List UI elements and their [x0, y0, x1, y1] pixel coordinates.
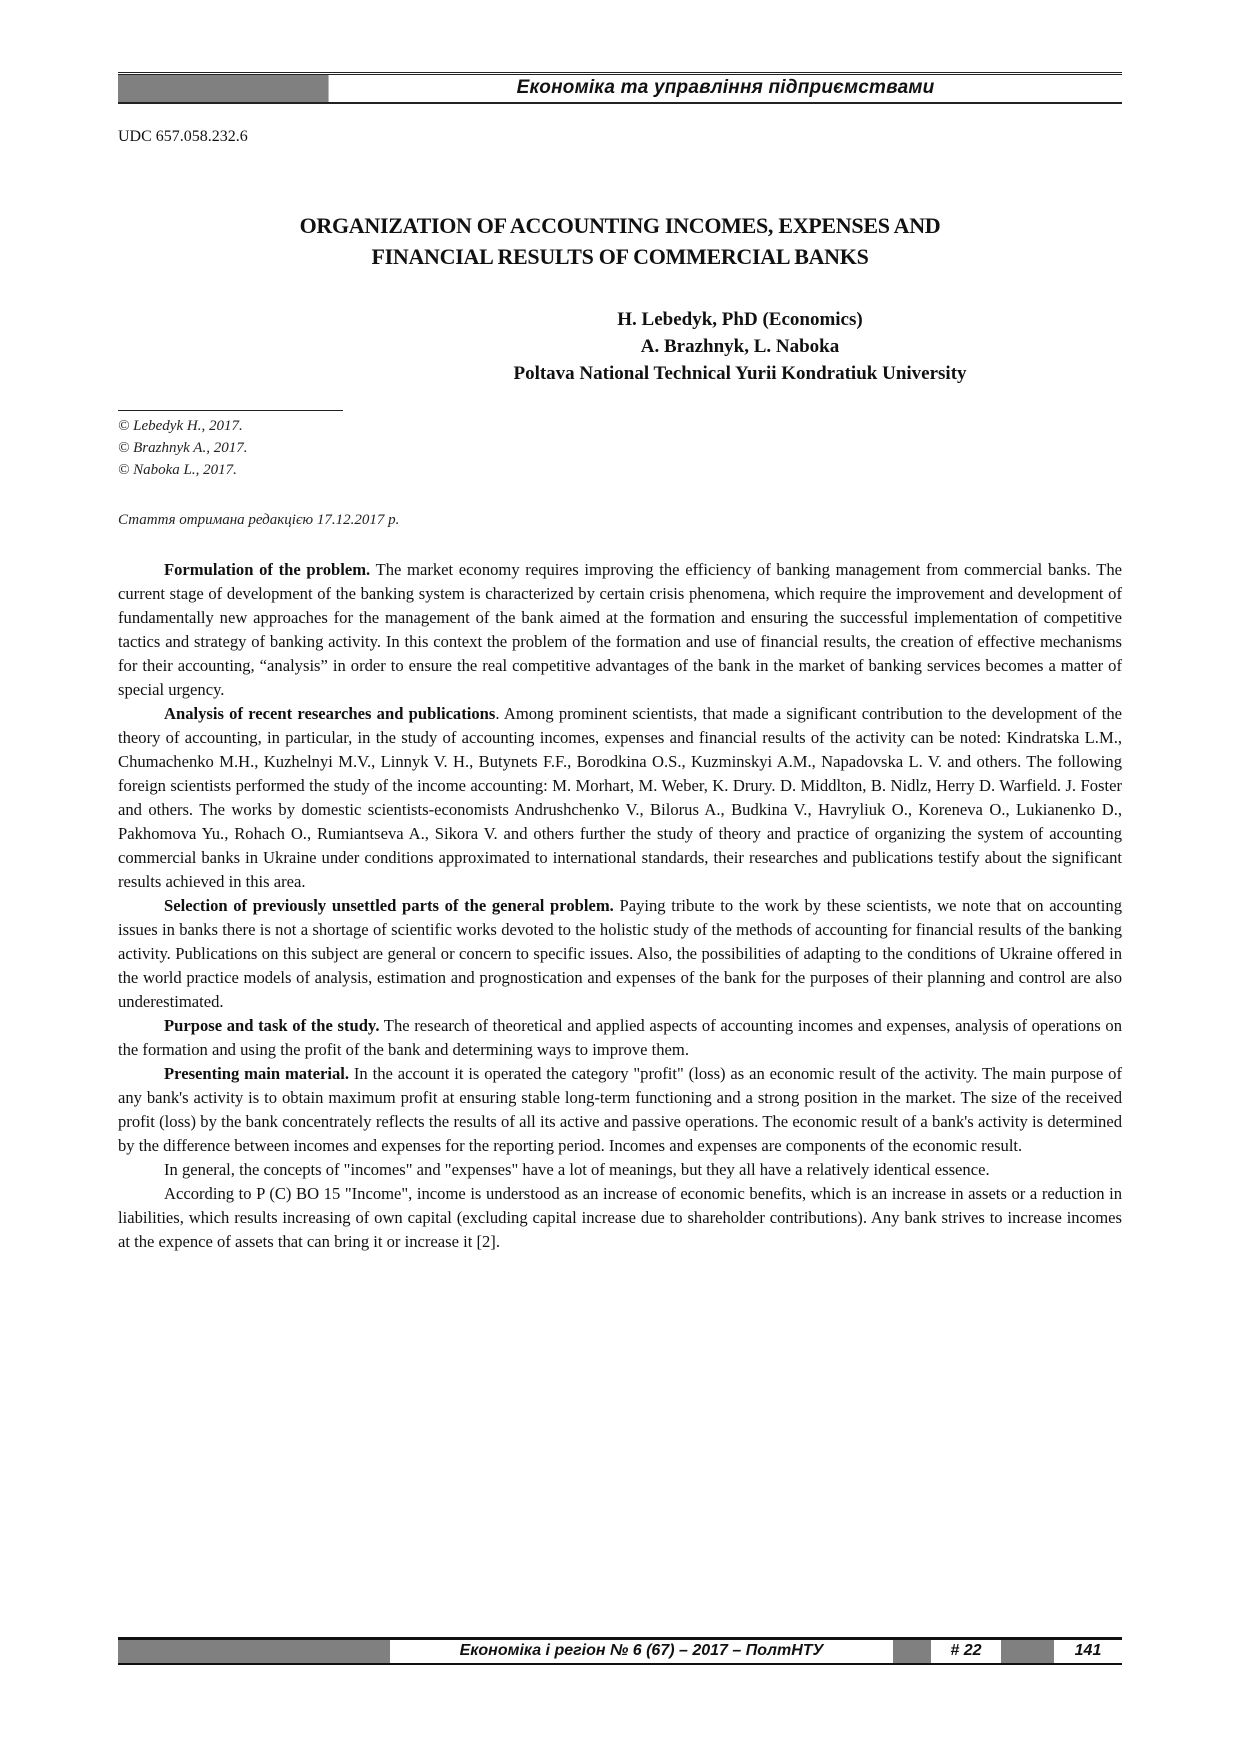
section-heading: Presenting main material. — [164, 1064, 350, 1083]
article-body — [118, 558, 1122, 1254]
copyright-line: © Lebedyk H., 2017. — [118, 418, 243, 434]
paragraph-text: The research of theoretical and applied aspects of accounting incomes and expenses, analysis of operations on the formation and using the profit of the bank and determining ways to improve them. — [118, 1016, 1122, 1059]
authors-block — [118, 306, 1122, 387]
title-line-1: ORGANIZATION OF ACCOUNTING INCOMES, EXPENSES AND — [299, 213, 941, 238]
header-gray-block — [118, 75, 329, 102]
section-heading: Formulation of the problem. — [164, 560, 371, 579]
paragraph-purpose — [118, 1014, 1122, 1062]
paragraph-text: The market economy requires improving the efficiency of banking management from commercial banks. The current stage of development of the banking system is characterized by certain crisis phenomena, which require the improvement and development of fundamentally new approaches for the management of the bank aimed at the formation and ensuring the successful implementation of competitive tactics and strategy of banking activity. In this context the problem of the formation and use of financial results, the creation of effective mechanisms for their accounting, “analysis” in order to ensure the real competitive advantages of the bank in the market of banking services becomes a matter of special urgency. — [118, 560, 1123, 699]
section-heading: Selection of previously unsettled parts of the general problem. — [164, 896, 614, 915]
section-heading: Purpose and task of the study. — [164, 1016, 380, 1035]
received-date: Стаття отримана редакцією 17.12.2017 р. — [118, 512, 400, 528]
paragraph-text: According to P (C) BO 15 "Income", income is understood as an increase of economic benefits, which is an increase in assets or a reduction in liabilities, which results increasing of own capital (excluding capital increase due to shareholder contributions). Any bank strives to increase incomes at the expence of assets that can bring it or increase it [2]. — [118, 1184, 1122, 1251]
article-title — [118, 210, 1122, 272]
section-heading: Analysis of recent researches and publications — [164, 704, 496, 723]
copyright-line: © Naboka L., 2017. — [118, 462, 237, 478]
footer-issue: # 22 — [950, 1642, 982, 1659]
page-number: 141 — [1074, 1642, 1102, 1659]
footer-gray-block — [118, 1640, 390, 1663]
running-header — [118, 72, 1122, 104]
title-line-2: FINANCIAL RESULTS OF COMMERCIAL BANKS — [371, 244, 869, 269]
copyright-block — [118, 410, 343, 481]
udc-code: UDC 657.058.232.6 — [118, 128, 248, 145]
paragraph-text: . Among prominent scientists, that made a significant contribution to the development of the theory of accounting, in particular, in the study of accounting incomes, expenses and financial results of the activity can be noted: Kindratska L.M., Chumachenko M.H., Kuzhelnyi M.V., Linnyk V. H., Butynets F.F., Borodkina O.S., Kuzminskyi A.M., Napadovska L. V. and others. The following foreign scientists performed the study of the income accounting: M. Morhart, M. Weber, K. Drury. D. Middlton, B. Nidlz, Herry D. Warfield. J. Foster and others. The works by domestic scientists-economists Andrushchenko V., Bilorus A., Budkina V., Havryliuk O., Koreneva O., Lukianenko D., Pakhomova Yu., Rohach O., Rumiantseva A., Sikora V. and others further the study of theory and practice of organizing the system of accounting commercial banks in Ukraine under conditions approximated to international standards, their researches and publications testify about the significant results achieved in this area. — [118, 704, 1122, 891]
running-footer — [118, 1637, 1122, 1665]
paragraph-concepts — [118, 1158, 1122, 1182]
paragraph-main-material — [118, 1062, 1122, 1158]
footer-gray-block — [893, 1640, 931, 1663]
footer-gray-block — [1001, 1640, 1054, 1663]
footer-journal: Економіка і регіон № 6 (67) – 2017 – ПолтНТУ — [459, 1642, 824, 1659]
copyright-line: © Brazhnyk A., 2017. — [118, 440, 248, 456]
paragraph-text: In the account it is operated the category "profit" (loss) as an economic result of the activity. The main purpose of any bank's activity is to obtain maximum profit at ensuring stable long-term functioning and a strong position in the market. The size of the received profit (loss) by the bank concentrately reflects the results of all its active and passive operations. The economic result of a bank's activity is determined by the difference between incomes and expenses for the reporting period. Incomes and expenses are components of the economic result. — [118, 1064, 1122, 1155]
paragraph-income-definition — [118, 1182, 1122, 1254]
affiliation: Poltava National Technical Yurii Kondratiuk University — [513, 363, 967, 384]
author-line-2: A. Brazhnyk, L. Naboka — [640, 336, 840, 357]
paragraph-text: Paying tribute to the work by these scientists, we note that on accounting issues in banks there is not a shortage of scientific works devoted to the holistic study of the methods of accounting for financial results of the banking activity. Publications on this subject are general or concern to specific issues. Also, the possibilities of adapting to the conditions of Ukraine offered in the world practice models of analysis, estimation and prognostication and expenses of the bank for the purposes of their planning and control are also underestimated. — [118, 896, 1122, 1011]
paragraph-formulation — [118, 558, 1122, 702]
paragraph-text: In general, the concepts of "incomes" and "expenses" have a lot of meanings, but they all have a relatively identical essence. — [164, 1160, 990, 1179]
paragraph-selection — [118, 894, 1122, 1014]
header-journal-section: Економіка та управління підприємствами — [516, 77, 935, 98]
paragraph-analysis — [118, 702, 1122, 894]
author-line-1: H. Lebedyk, PhD (Economics) — [617, 309, 863, 330]
